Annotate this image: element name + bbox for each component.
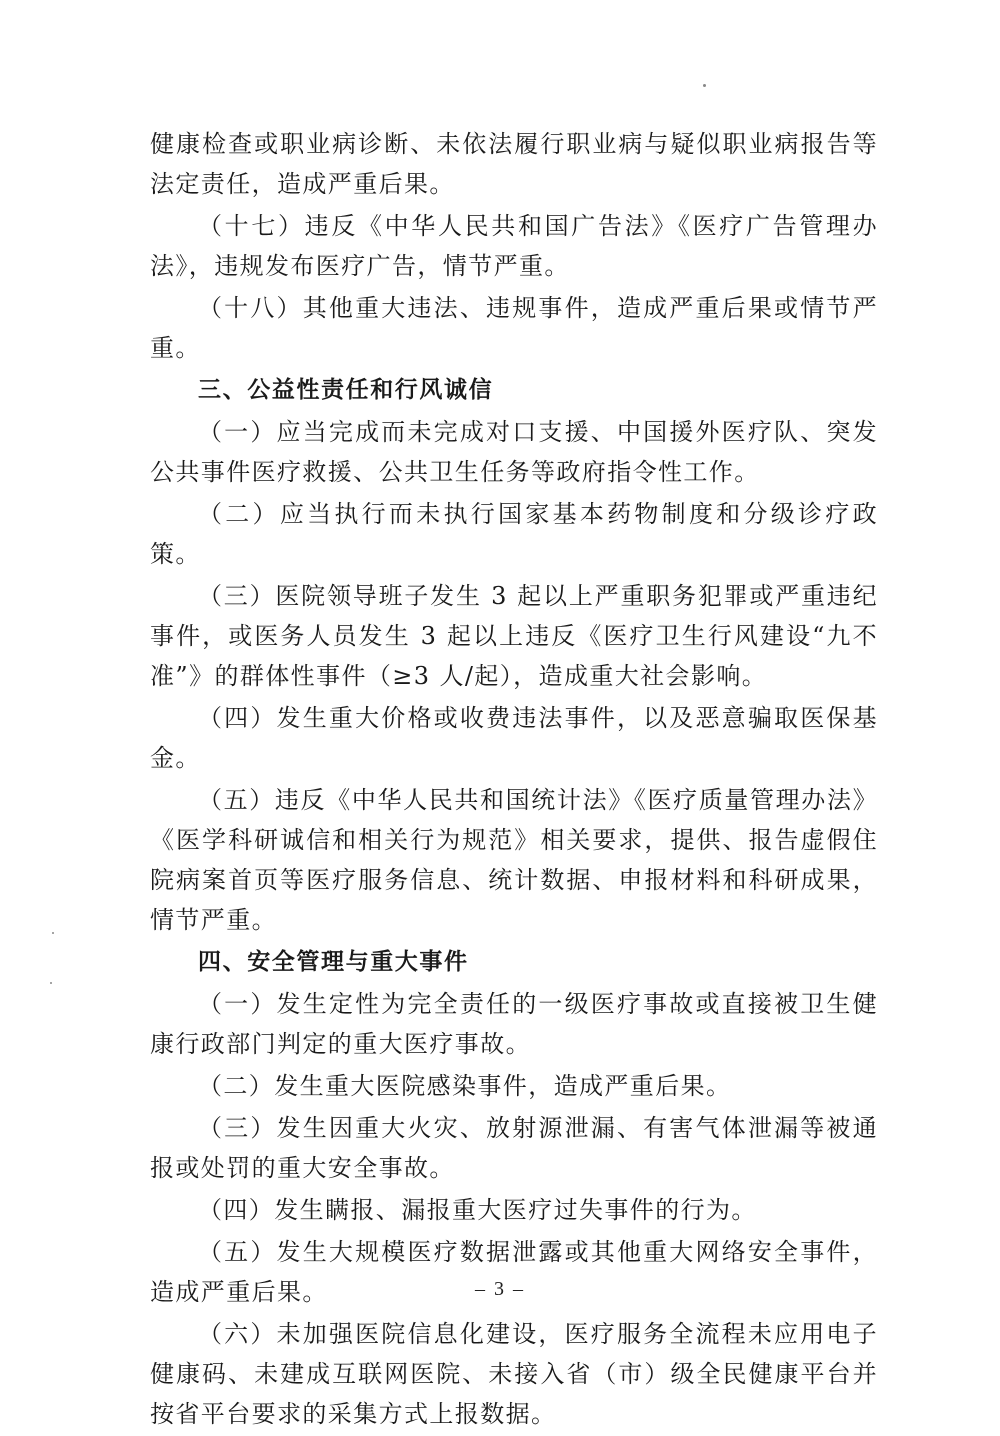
paragraph-item-1: （一）发生定性为完全责任的一级医疗事故或直接被卫生健康行政部门判定的重大医疗事故。: [150, 990, 878, 1058]
paragraph-item-3: （三）医院领导班子发生 3 起以上严重职务犯罪或严重违纪事件，或医务人员发生 3 起以上违反《医疗卫生行风建设“九不准”》的群体性事件（≥3 人/起），造成重大社会影响。: [150, 582, 878, 690]
paragraph-item-4: （四）发生瞒报、漏报重大医疗过失事件的行为。: [198, 1196, 757, 1224]
paragraph-item-1: （一）应当完成而未完成对口支援、中国援外医疗队、突发公共事件医疗救援、公共卫生任务等政府指令性工作。: [150, 418, 878, 486]
paragraph-continuation: 健康检查或职业病诊断、未依法履行职业病与疑似职业病报告等法定责任，造成严重后果。: [150, 130, 878, 198]
paragraph-item-5: （五）发生大规模医疗数据泄露或其他重大网络安全事件，造成严重后果。: [150, 1238, 878, 1306]
paragraph-item-18: （十八）其他重大违法、违规事件，造成严重后果或情节严重。: [150, 294, 878, 362]
document-body: [150, 124, 878, 1436]
section-heading-4: 四、安全管理与重大事件: [198, 949, 469, 975]
section-heading-3: 三、公益性责任和行风诚信: [198, 377, 494, 403]
scan-speck: [50, 982, 52, 984]
paragraph-item-2: （二）发生重大医院感染事件，造成严重后果。: [198, 1072, 732, 1100]
paragraph-item-2: （二）应当执行而未执行国家基本药物制度和分级诊疗政策。: [150, 500, 878, 568]
scan-speck: [703, 84, 706, 87]
page-number: – 3 –: [475, 1278, 525, 1300]
paragraph-item-6: （六）未加强医院信息化建设，医疗服务全流程未应用电子健康码、未建成互联网医院、未接入省（市）级全民健康平台并按省平台要求的采集方式上报数据。: [150, 1320, 878, 1428]
scan-speck: [52, 932, 54, 934]
paragraph-item-4: （四）发生重大价格或收费违法事件，以及恶意骗取医保基金。: [150, 704, 878, 772]
paragraph-item-17: （十七）违反《中华人民共和国广告法》《医疗广告管理办法》，违规发布医疗广告，情节严重。: [150, 212, 878, 280]
paragraph-item-3: （三）发生因重大火灾、放射源泄漏、有害气体泄漏等被通报或处罚的重大安全事故。: [150, 1114, 878, 1182]
paragraph-item-5: （五）违反《中华人民共和国统计法》《医疗质量管理办法》《医学科研诚信和相关行为规范》相关要求，提供、报告虚假住院病案首页等医疗服务信息、统计数据、申报材料和科研成果，情节严重。: [150, 786, 878, 934]
